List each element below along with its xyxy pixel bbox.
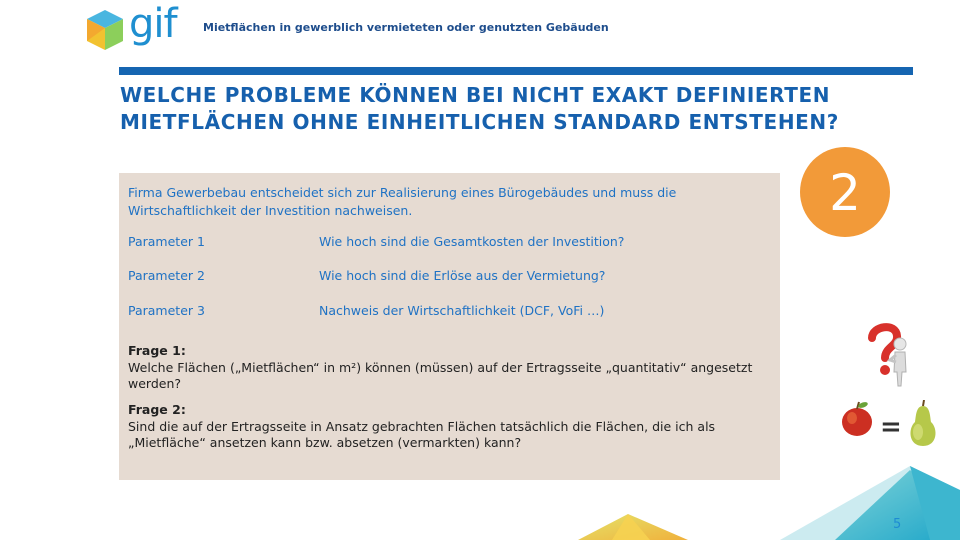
question-heading: Frage 1: [128,343,186,358]
parameter-text: Wie hoch sind die Gesamtkosten der Investition? [319,234,625,249]
parameter-label: Parameter 1 [128,234,205,249]
question-text: Sind die auf der Ertragsseite in Ansatz gebrachten Flächen tatsächlich die Flächen, die ich als „Mietfläche“ ansetzen kann bzw. absetzen (vermarkten) kann? [128,418,716,450]
content-box [119,173,780,480]
parameter-text: Nachweis der Wirtschaftlichkeit (DCF, VoFi …) [319,303,605,318]
equals-sign: = [880,412,902,442]
question-text: Welche Flächen („Mietflächen“ in m²) können (müssen) auf der Ertragsseite „quantitativ“ angesetzt werden? [128,359,753,391]
page-number: 5 [893,517,902,532]
gif-logo [84,1,184,52]
parameter-label: Parameter 3 [128,303,205,318]
question-2 [128,402,773,452]
intro-text: Firma Gewerbebau entscheidet sich zur Realisierung eines Bürogebäudes und muss die Wirtschaftlichkeit der Investition nachweisen. [128,185,677,218]
question-mark-figure-icon [866,320,914,388]
slide-title: WELCHE PROBLEME KÖNNEN BEI NICHT EXAKT DEFINIERTEN MIETFLÄCHEN OHNE EINHEITLICHEN STANDARD ENTSTEHEN? [120,83,839,134]
number-badge: 2 [800,147,890,237]
logo-text: gif [129,1,177,47]
question-heading: Frage 2: [128,402,186,417]
question-1 [128,343,773,393]
gif-logo-cube-icon [84,8,126,52]
parameter-label: Parameter 2 [128,268,205,283]
pear-icon [904,400,942,450]
parameter-text: Wie hoch sind die Erlöse aus der Vermietung? [319,268,606,283]
title-divider-bar [119,67,913,75]
header-subtitle: Mietflächen in gewerblich vermieteten oder genutzten Gebäuden [203,21,609,34]
apple-icon [838,398,876,438]
